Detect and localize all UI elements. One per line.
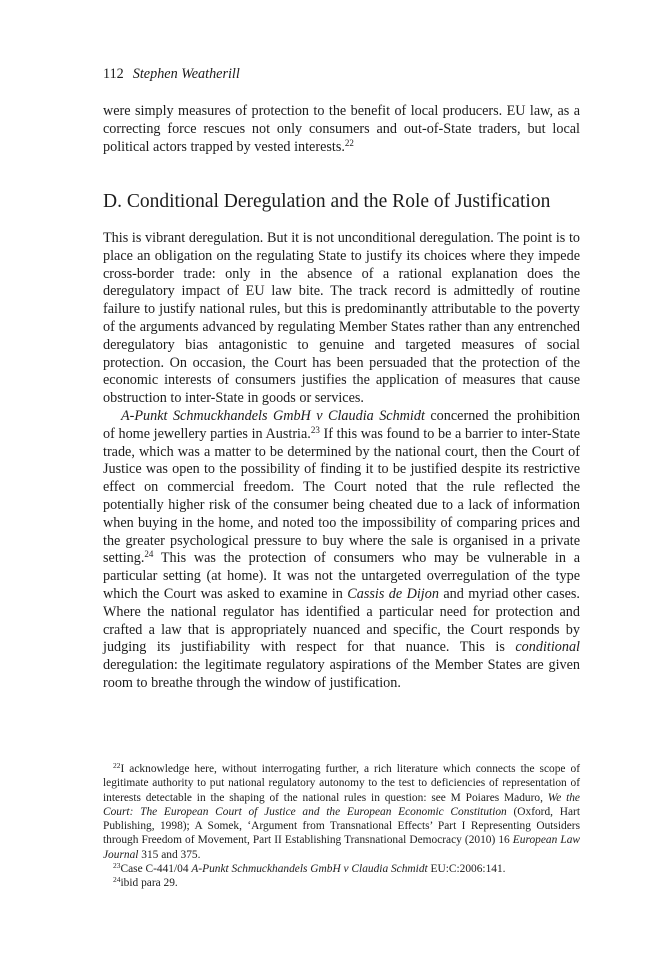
paragraph-a-punkt xyxy=(103,408,580,693)
footnote-ref-24[interactable]: 24 xyxy=(144,549,154,560)
footnote-text: EU:C:2006:141. xyxy=(427,863,506,876)
running-header xyxy=(103,66,240,83)
running-header-author: Stephen Weatherill xyxy=(132,66,240,82)
footnote-22 xyxy=(103,762,580,862)
footnote-ref-22[interactable]: 22 xyxy=(344,137,354,148)
paragraph-text: If this was found to be a barrier to inter-State trade, which was a matter to be determined by the national court, then the Court of Justice was open to the possibility of finding it to be justified despite its restrictive effect on commercial freedom. The Court noted that the rule reflected the potentially higher risk of the consumer being cheated due to a lack of information when buying in the home, and noted too the impossibility of comparing prices and the greater psychological pressure to buy where the sale is organised in a private setting. xyxy=(103,425,580,567)
case-name: A-Punkt Schmuckhandels GmbH v Claudia Schmidt xyxy=(121,407,425,424)
footnote-number: 22 xyxy=(113,761,121,770)
footnote-case-name: A-Punkt Schmuckhandels GmbH v Claudia Schmidt xyxy=(191,863,428,876)
footnotes xyxy=(103,762,580,891)
paragraph-deregulation: This is vibrant deregulation. But it is not unconditional deregulation. The point is to place an obligation on the regulating State to justify its choices where they impede cross-border trade: only in the absence of a rational explanation does the deregulatory impact of EU law bite. The track record is admittedly of routine failure to justify national rules, but this is predominantly attributable to the poverty of the arguments advanced by regulating Member States rather than any entrenched deregulatory bias antagonistic to genuine and targeted measures of social protection. On occasion, the Court has been persuaded that the protection of the economic interests of consumers justifies the application of measures that cause obstruction to inter-State in goods or services. xyxy=(103,230,580,407)
footnote-ref-23[interactable]: 23 xyxy=(310,424,320,435)
footnote-23 xyxy=(103,862,580,876)
paragraph-text: and myriad other cases. Where the national regulator has identified a particular need for protection and crafted a law that is appropriately nuanced and specific, the Court responds by judging its justifiability with respect for that nuance. This is xyxy=(103,585,580,656)
footnote-title: We the Court: The European Court of Justice and the European Economic Constitution xyxy=(103,791,580,818)
footnote-text: (Oxford, Hart Publishing, 1998); A Somek, ‘Argument from Transnational Effects’ Part I Representing Outsiders through Freedom of Movement, Part II Establishing Transnational Democracy (2010) 16 xyxy=(103,805,580,847)
footnote-journal: European Law Journal xyxy=(103,834,580,861)
case-name-cassis: Cassis de Dijon xyxy=(347,585,439,602)
footnote-text: I acknowledge here, without interrogating further, a rich literature which connects the scope of legitimate authority to put national regulatory autonomy to the test to deficiencies of representation of interests detectable in the shaping of the national rules in question: see M Poiares Maduro, xyxy=(103,763,580,804)
footnote-text: Case C-441/04 xyxy=(120,863,192,876)
page-number: 112 xyxy=(103,66,124,82)
footnote-text: ibid para 29. xyxy=(120,877,178,890)
footnote-text: 315 and 375. xyxy=(138,848,201,861)
paragraph-text: This was the protection of consumers who may be vulnerable in a particular setting (at home). It was not the untargeted overregulation of the type which the Court was asked to examine in xyxy=(103,550,580,602)
footnote-24 xyxy=(103,876,580,890)
paragraph-opening xyxy=(103,103,580,156)
paragraph-text: were simply measures of protection to the benefit of local producers. EU law, as a correcting force rescues not only consumers and out-of-State traders, but local political actors trapped by vested interests. xyxy=(103,103,580,155)
section-body xyxy=(103,230,580,693)
footnote-number: 24 xyxy=(113,875,121,885)
footnote-number: 23 xyxy=(113,861,121,871)
emphasis-conditional: conditional xyxy=(515,639,580,656)
section-heading: D. Conditional Deregulation and the Role of Justification xyxy=(103,191,551,212)
paragraph-text: concerned the prohibition of home jewellery parties in Austria. xyxy=(103,407,580,442)
paragraph-text: deregulation: the legitimate regulatory aspirations of the Member States are given room to breathe through the window of justification. xyxy=(103,657,580,691)
